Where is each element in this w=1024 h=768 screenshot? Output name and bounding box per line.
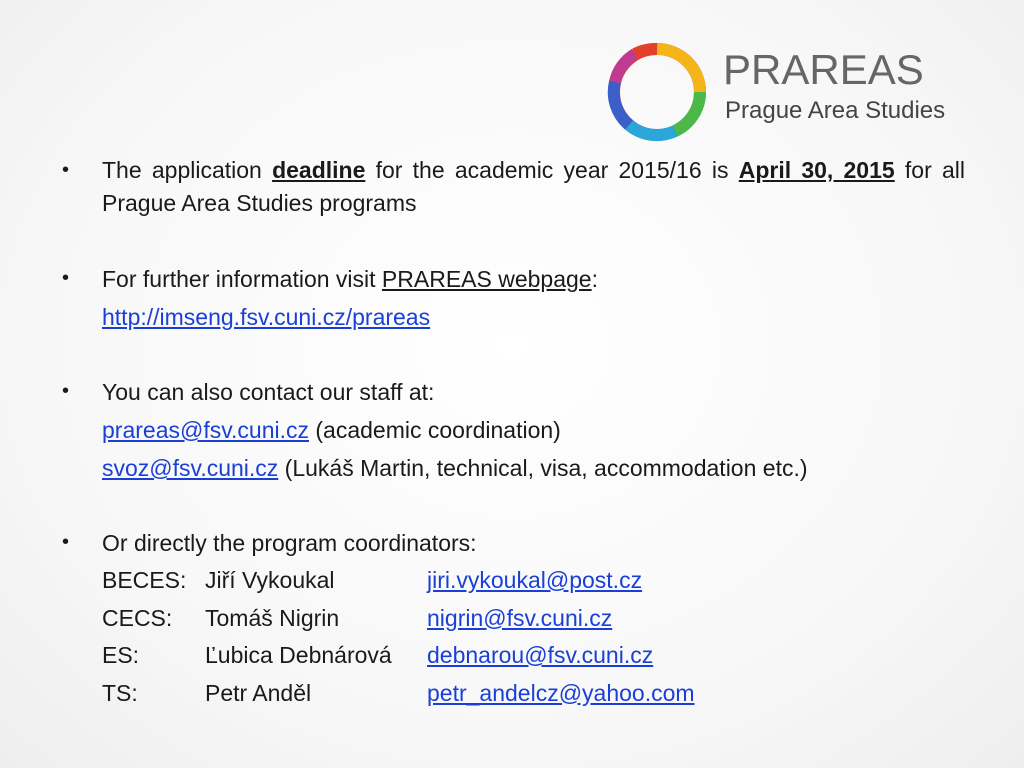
bullet: • xyxy=(62,159,70,181)
coordinator-name: Tomáš Nigrin xyxy=(205,604,340,631)
coordinators-item xyxy=(60,524,965,712)
contact-text: You can also contact our staff at: xyxy=(102,379,435,405)
contact-item xyxy=(60,373,965,487)
contact-row xyxy=(102,449,965,487)
bullet: • xyxy=(62,380,70,402)
contact-email-link[interactable]: svoz@fsv.cuni.cz xyxy=(102,455,279,481)
deadline-text-after: for all Prague Area Studies programs xyxy=(102,157,965,216)
color-ring-icon xyxy=(605,40,709,144)
info-url-line xyxy=(102,298,965,336)
deadline-text-before: The application xyxy=(102,157,273,183)
info-line xyxy=(102,260,965,298)
coordinator-program: CECS: xyxy=(102,604,173,631)
coordinator-program: TS: xyxy=(102,679,138,706)
coordinator-name: Ľubica Debnárová xyxy=(205,642,392,668)
coordinator-row xyxy=(102,637,965,675)
coordinator-program: ES: xyxy=(102,642,140,668)
logo-subtitle: Prague Area Studies xyxy=(725,97,946,124)
contact-row xyxy=(102,411,965,449)
coordinator-email-link[interactable]: jiri.vykoukal@post.cz xyxy=(427,567,643,593)
deadline-text-middle: for the academic year 2015/16 is xyxy=(365,157,739,183)
coordinators-text: Or directly the program coordinators: xyxy=(102,530,477,556)
bullet: • xyxy=(62,267,70,289)
deadline-item xyxy=(60,154,965,220)
coordinator-program: BECES: xyxy=(102,567,187,593)
coordinator-name: Jiří Vykoukal xyxy=(205,567,335,593)
bullet: • xyxy=(62,531,70,553)
deadline-date: April 30, 2015 xyxy=(738,157,895,183)
contact-note: (academic coordination) xyxy=(309,417,561,443)
coordinator-row xyxy=(102,600,965,638)
contact-note: (Lukáš Martin, technical, visa, accommodation etc.) xyxy=(278,455,808,481)
slide-content xyxy=(60,154,965,712)
deadline-text xyxy=(102,154,965,220)
info-text: For further information visit xyxy=(102,266,382,292)
info-colon: : xyxy=(591,266,598,292)
prareas-url-link[interactable]: http://imseng.fsv.cuni.cz/prareas xyxy=(102,304,431,330)
logo-title: PRAREAS xyxy=(723,46,924,93)
coordinator-row xyxy=(102,562,965,600)
prareas-webpage-link[interactable]: PRAREAS webpage xyxy=(381,266,592,292)
prareas-logo xyxy=(605,40,965,144)
deadline-keyword: deadline xyxy=(272,157,366,183)
coordinator-email-link[interactable]: petr_andelcz@yahoo.com xyxy=(427,679,695,706)
coordinator-row xyxy=(102,675,965,713)
coordinator-name: Petr Anděl xyxy=(205,679,312,706)
coordinator-email-link[interactable]: debnarou@fsv.cuni.cz xyxy=(427,642,654,668)
info-item xyxy=(60,260,965,336)
contact-email-link[interactable]: prareas@fsv.cuni.cz xyxy=(102,417,309,443)
coordinator-email-link[interactable]: nigrin@fsv.cuni.cz xyxy=(427,604,613,631)
